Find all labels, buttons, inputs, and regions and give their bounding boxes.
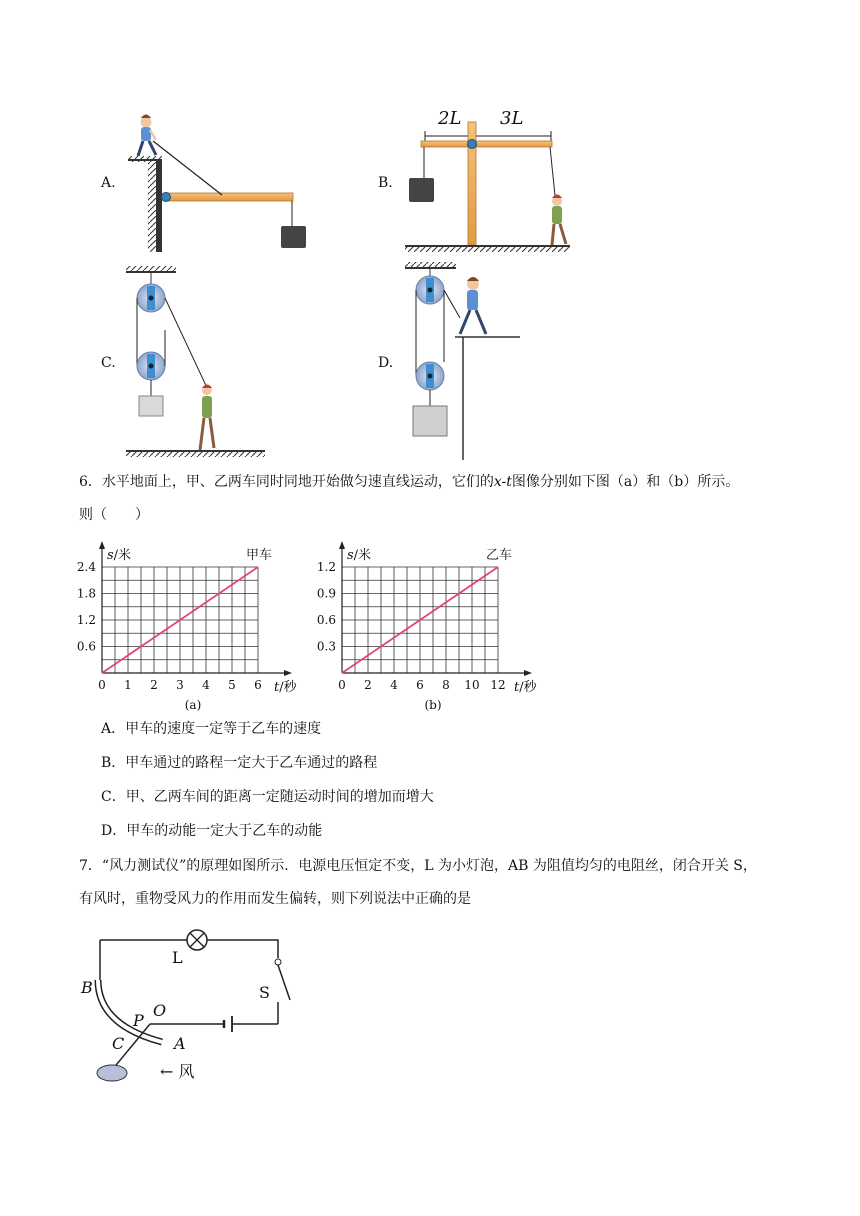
q6-option-c: C．甲、乙两车间的距离一定随运动时间的增加而增大 <box>101 789 434 805</box>
chart-b <box>300 530 550 715</box>
figure-a <box>128 115 306 253</box>
q7-label-o: O <box>153 1001 167 1020</box>
x-tick-label: 5 <box>228 678 236 692</box>
q6-stem-part1: 6．水平地面上，甲、乙两车同时同地开始做匀速直线运动，它们的 <box>79 474 494 490</box>
x-tick-label: 6 <box>416 678 424 692</box>
q7-circuit <box>70 920 330 1090</box>
q6-option-b: B．甲车通过的路程一定大于乙车通过的路程 <box>101 755 378 771</box>
y-tick-label: 2.4 <box>76 560 96 574</box>
x-tick-label: 6 <box>254 678 262 692</box>
option-a-label: A. <box>101 175 116 191</box>
x-tick-label: 2 <box>364 678 372 692</box>
q6-option-d: D．甲车的动能一定大于乙车的动能 <box>101 823 323 839</box>
q6-stem-part2: 图像分别如下图（a）和（b）所示。 <box>511 474 740 490</box>
q5-figures <box>0 0 860 470</box>
y-tick-label: 0.6 <box>316 613 336 627</box>
figure-d <box>405 262 520 460</box>
x-axis-label: t/秒 <box>514 680 537 695</box>
q7-label-wind: ← 风 <box>160 1062 195 1081</box>
x-tick-label: 3 <box>176 678 184 692</box>
q7-stem-line2: 有风时，重物受风力的作用而发生偏转，则下列说法中正确的是 <box>79 891 471 907</box>
q7-label-c: C <box>112 1034 125 1053</box>
y-tick-label: 1.2 <box>316 560 336 574</box>
q5-illustrations <box>0 0 860 470</box>
chart-a <box>60 530 310 715</box>
y-tick-label: 0.6 <box>76 639 96 654</box>
chart-caption: (b) <box>424 698 442 712</box>
option-c-label: C. <box>101 355 116 371</box>
y-axis-label: s/米 <box>107 548 132 563</box>
x-tick-label: 4 <box>390 678 398 692</box>
weight-icon <box>97 1065 127 1081</box>
q6-stem-line1 <box>79 472 739 492</box>
label-3l: 3L <box>500 108 524 129</box>
x-tick-label: 10 <box>464 678 480 692</box>
switch-icon <box>278 965 290 1000</box>
x-axis-label: t/秒 <box>274 680 297 695</box>
q6-option-a: A．甲车的速度一定等于乙车的速度 <box>101 721 322 737</box>
x-tick-label: 12 <box>490 678 506 692</box>
q7-label-p: P <box>133 1011 144 1030</box>
q7-label-l: L <box>172 948 183 967</box>
q7-stem-line1: 7．“风力测试仪”的原理如图所示．电源电压恒定不变，L 为小灯泡，AB 为阻值均匀的电阻丝，闭合开关 S， <box>79 858 757 874</box>
q6-stem-italic: x-t <box>493 474 512 490</box>
figure-c <box>126 266 265 457</box>
x-tick-label: 2 <box>150 678 158 692</box>
series-label: 乙车 <box>486 548 513 563</box>
x-tick-label: 0 <box>338 678 346 692</box>
x-tick-label: 8 <box>442 678 450 692</box>
y-tick-label: 0.3 <box>316 639 336 654</box>
q7-label-a: A <box>174 1034 186 1053</box>
figure-b <box>405 122 570 252</box>
y-tick-label: 1.8 <box>76 586 96 601</box>
chart-caption: (a) <box>184 698 202 712</box>
y-tick-label: 0.9 <box>316 586 336 601</box>
x-tick-label: 4 <box>202 678 210 692</box>
x-axis-arrow <box>524 670 532 676</box>
x-tick-label: 0 <box>98 678 106 692</box>
y-axis-arrow <box>99 541 105 549</box>
option-d-label: D. <box>378 355 394 371</box>
x-tick-label: 1 <box>124 678 132 692</box>
label-2l: 2L <box>438 108 462 129</box>
y-axis-arrow <box>339 541 345 549</box>
x-axis-arrow <box>284 670 292 676</box>
y-tick-label: 1.2 <box>76 613 96 627</box>
q7-label-b: B <box>81 978 93 997</box>
series-label: 甲车 <box>246 548 273 563</box>
y-axis-label: s/米 <box>347 548 372 563</box>
q7-label-s: S <box>259 983 270 1002</box>
q6-stem-line2: 则（ ） <box>79 507 149 523</box>
option-b-label: B. <box>378 175 393 191</box>
